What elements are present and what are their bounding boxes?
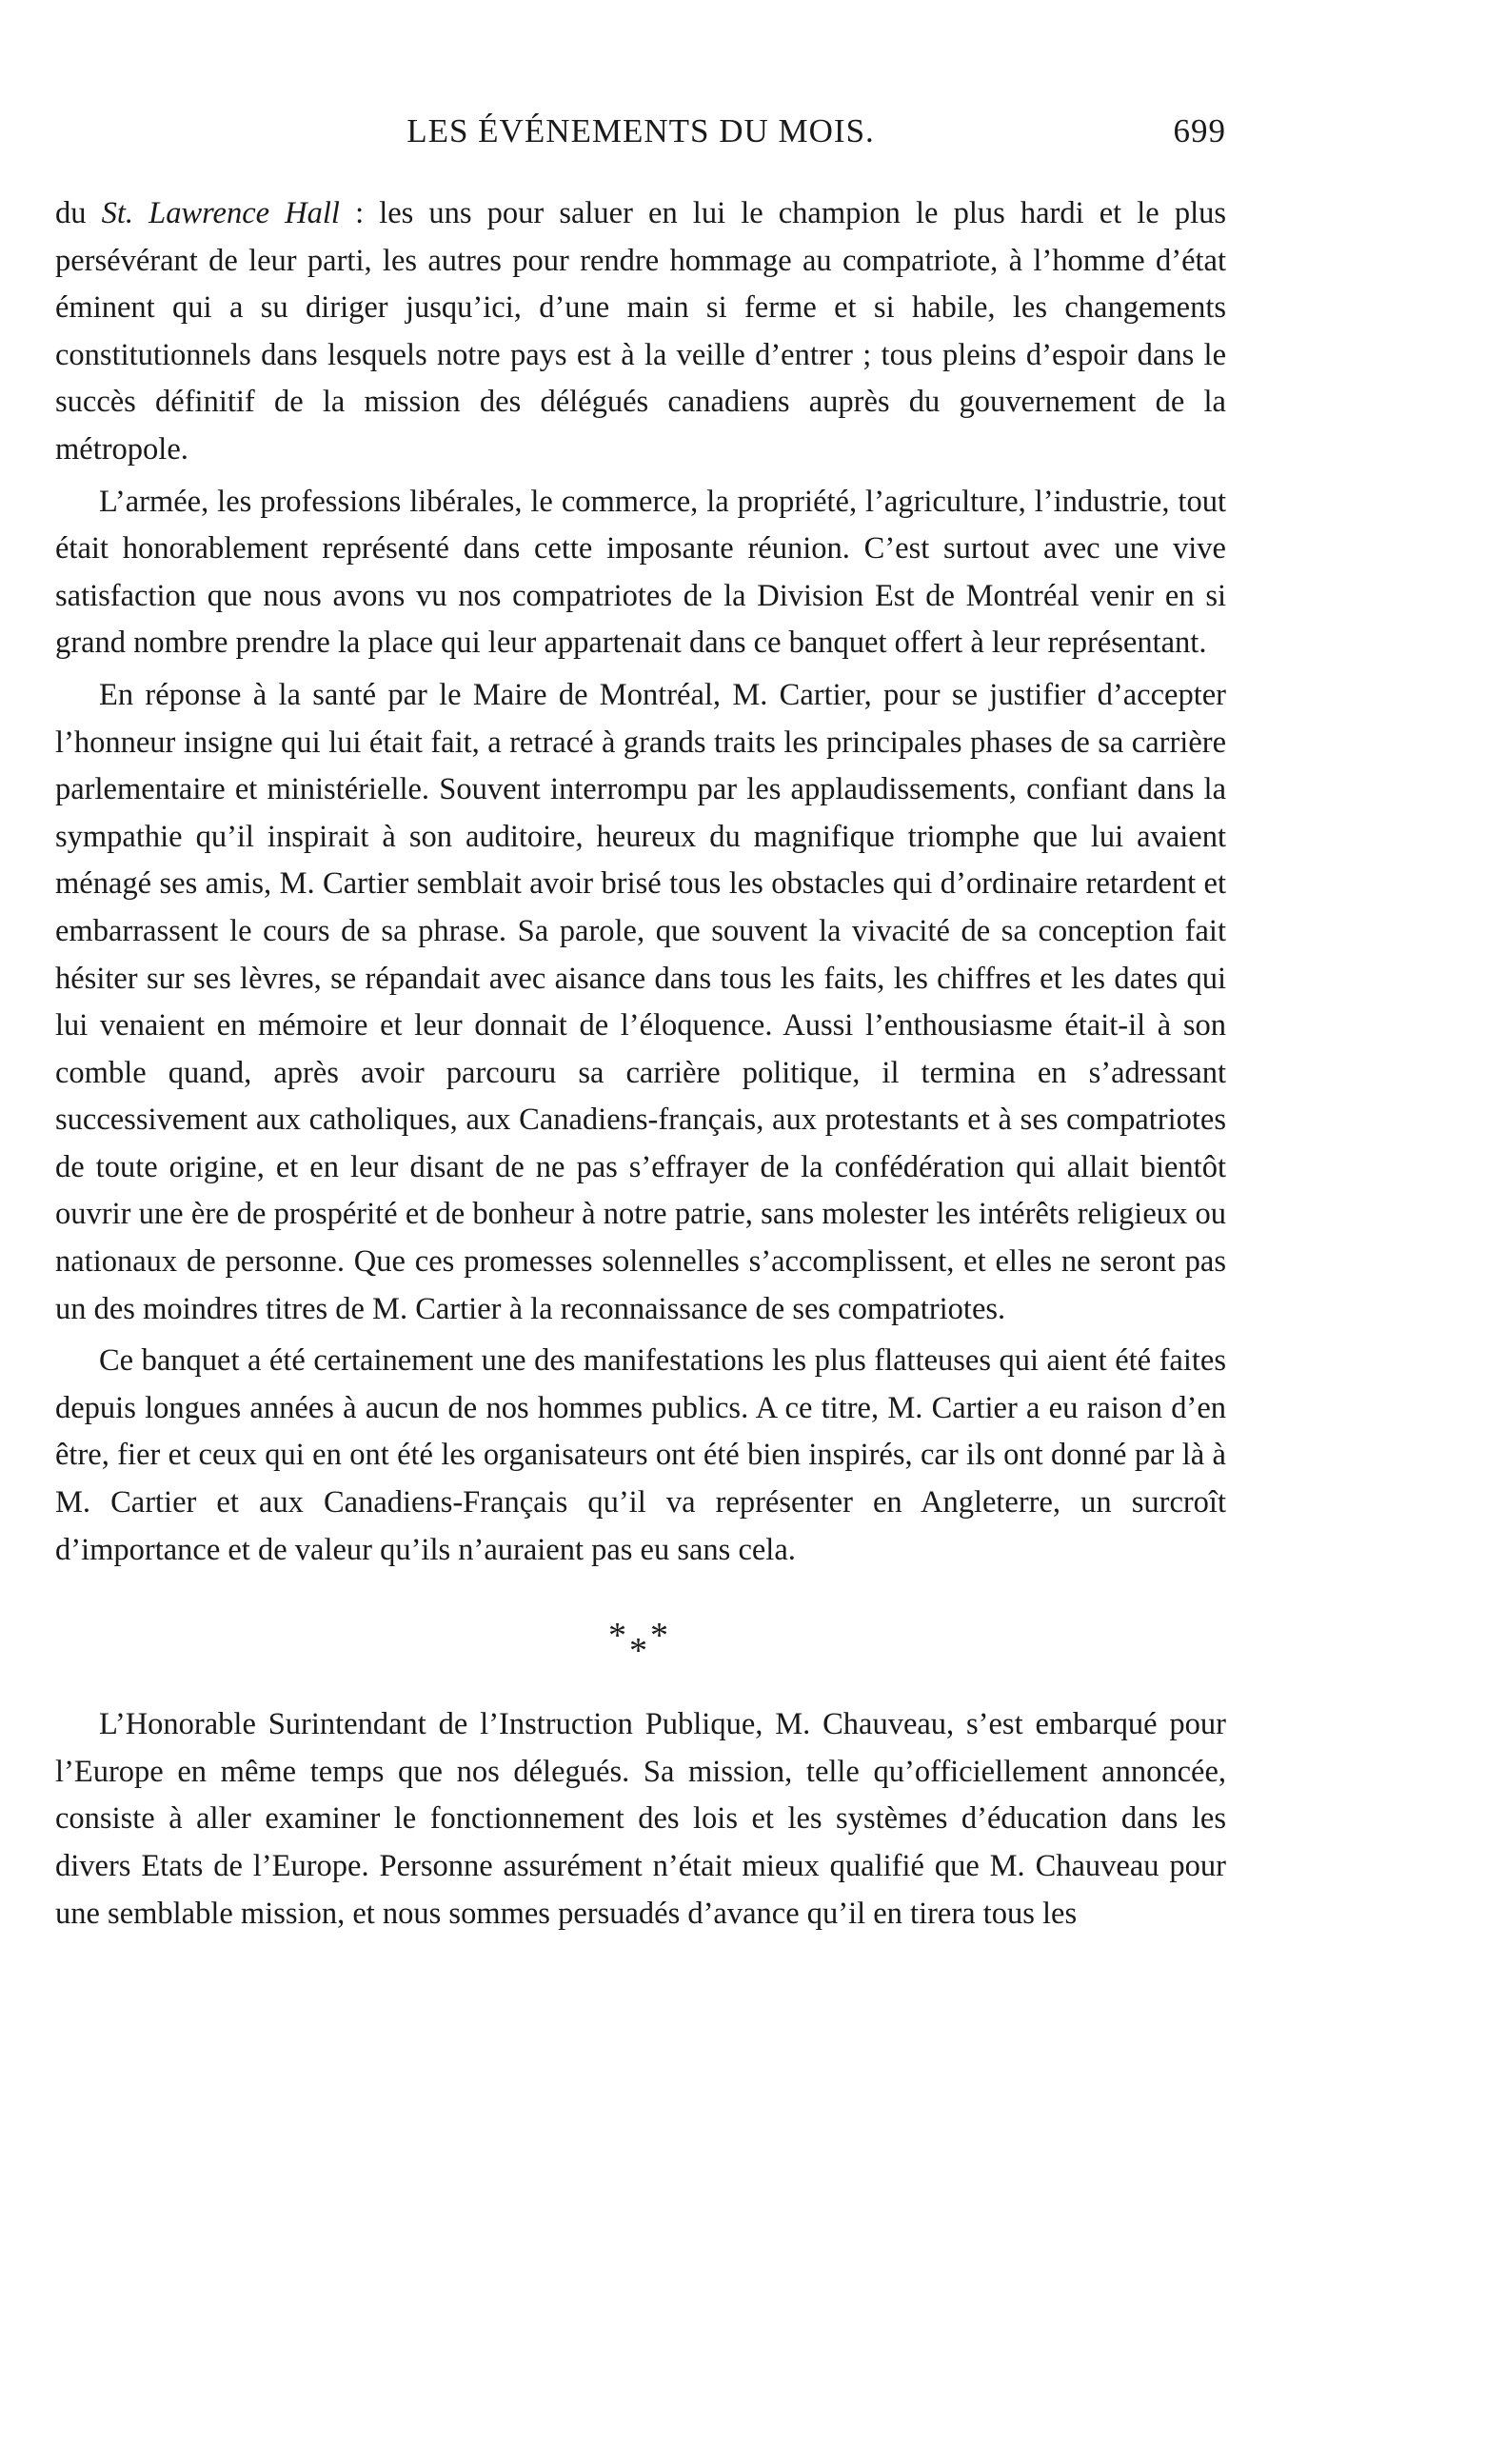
asterism [603, 1618, 679, 1675]
paragraph-1-text: : les uns pour saluer en lui le champion le plus hardi et le plus persévérant de leur parti, les autres pour rendre hommage au compatriote, à l’homme d’état éminent qui a su diriger jusqu’ici, d’une main si ferme et si habile, les changements constitutionnels dans lesquels notre pays est à la veille d’entrer ; tous pleins d’espoir dans le succès définitif de la mission des délégués canadiens auprès du gouvernement de la métropole. [55, 196, 1227, 467]
asterism-star: * [650, 1616, 668, 1657]
paragraph-5: L’Honorable Surintendant de l’Instruction Publique, M. Chauveau, s’est embarqué pour l’Europe en même temps que nos délegués. Sa mission, telle qu’officiellement annoncée, consiste à aller examiner le fonctionnement des lois et les systèmes d’éducation dans les divers Etats de l’Europe. Personne assurément n’était mieux qualifié que M. Chauveau pour une semblable mission, et nous sommes persuadés d’avance qu’il en tirera tous les [55, 1707, 1226, 1931]
asterism-star: * [629, 1631, 647, 1672]
body-text [55, 190, 1226, 1937]
paragraph-1 [55, 190, 1226, 474]
paragraph-1-lead: du [55, 196, 102, 230]
paragraph-4: Ce banquet a été certainement une des manifestations les plus flatteuses qui aient été faites depuis longues années à aucun de nos hommes publics. A ce titre, M. Cartier a eu raison d’en être, fier et ceux qui en ont été les organisateurs ont été bien inspirés, car ils ont donné par là à M. Cartier et aux Canadiens-Français qu’il va représenter en Angleterre, un surcroît d’importance et de valeur qu’ils n’auraient pas eu sans cela. [55, 1343, 1226, 1567]
paragraph-3: En réponse à la santé par le Maire de Montréal, M. Cartier, pour se justifier d’accepter l’honneur insigne qui lui était fait, a retracé à grands traits les principales phases de sa carrière parlementaire et ministérielle. Souvent interrompu par les applaudissements, confiant dans la sympathie qu’il inspirait à son auditoire, heureux du magnifique triomphe que lui avaient ménagé ses amis, M. Cartier semblait avoir brisé tous les obstacles qui d’ordinaire retardent et embarrassent le cours de sa phrase. Sa parole, que souvent la vivacité de sa conception fait hésiter sur ses lèvres, se répandait avec aisance dans tous les faits, les chiffres et les dates qui lui venaient en mémoire et leur donnait de l’éloquence. Aussi l’enthousiasme était-il à son comble quand, après avoir parcouru sa carrière politique, il termina en s’adressant successivement aux catholiques, aux Canadiens-français, aux protestants et à ses compatriotes de toute origine, et en leur disant de ne pas s’effrayer de la confédération qui allait bientôt ouvrir une ère de prospérité et de bonheur à notre patrie, sans molester les intérêts religieux ou nationaux de personne. Que ces promesses solennelles s’accomplissent, et elles ne seront pas un des moindres titres de M. Cartier à la reconnaissance de ses compatriotes. [55, 677, 1226, 1326]
venue-name-italic: St. Lawrence Hall [101, 196, 340, 230]
running-title: LES ÉVÉNEMENTS DU MOIS. [406, 112, 875, 149]
page-number: 699 [1173, 112, 1226, 149]
asterism-star: * [608, 1616, 626, 1657]
paragraph-2: L’armée, les professions libérales, le commerce, la propriété, l’agriculture, l’industrie, tout était honorablement représenté dans cette imposante réunion. C’est surtout avec une vive satisfaction que nous avons vu nos compatriotes de la Division Est de Montréal venir en si grand nombre prendre la place qui leur appartenait dans ce banquet offert à leur représentant. [55, 484, 1226, 661]
section-separator [55, 1587, 1226, 1701]
running-header [55, 112, 1226, 166]
document-page [55, 112, 1226, 1937]
